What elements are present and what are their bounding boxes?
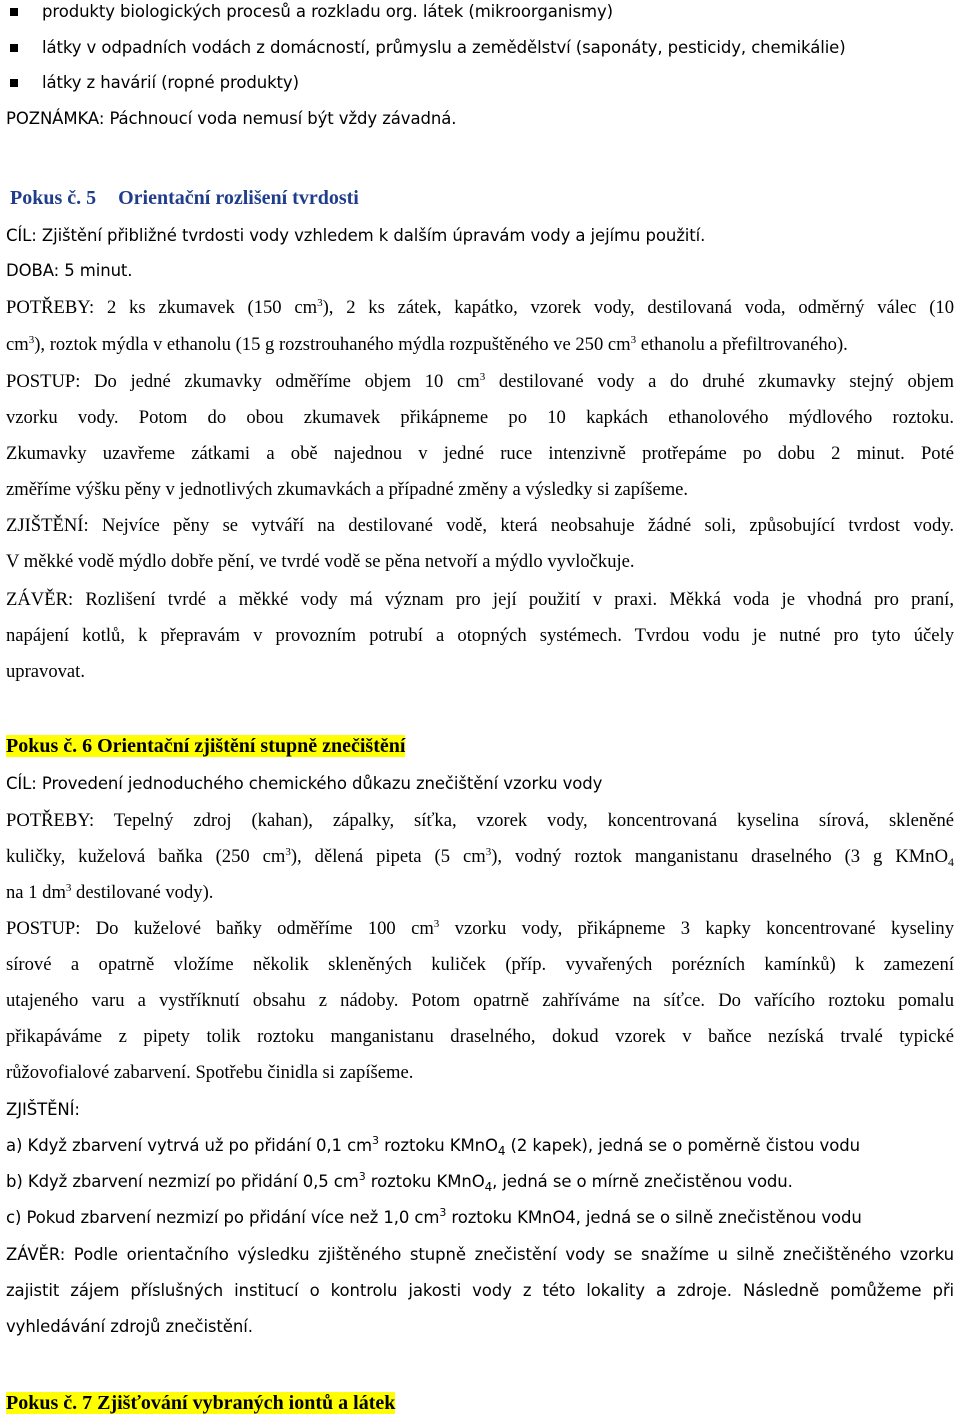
- pokus-6-heading-text: Pokus č. 6 Orientační zjištění stupně znečištění: [6, 735, 406, 757]
- pokus-5-cil: CÍL: Zjištění přibližné tvrdosti vody vzhledem k dalším úpravám vody a jejímu použití.: [6, 226, 706, 245]
- pokus-6-potreby-line-2: [6, 845, 954, 869]
- pokus-6-result-a: [6, 1134, 954, 1158]
- superscript: 3: [372, 1134, 379, 1147]
- pokus-5-postup-line-3: Zkumavky uzavřeme zátkami a obě najednou v jedné ruce intenzivně protřepáme po dobu 2 minut. Poté: [6, 443, 954, 464]
- text-run: POSTUP: Do jedné zkumavky odměříme objem 10 cm: [6, 371, 480, 392]
- text-run: a) Když zbarvení vytrvá už po přidání 0,1 cm: [6, 1136, 373, 1155]
- text-run: ), roztok mýdla v ethanolu (15 g rozstrouhaného mýdla rozpuštěného ve 250 cm: [34, 334, 631, 355]
- pokus-5-doba: DOBA: 5 minut.: [6, 261, 133, 280]
- pokus-7-heading-text: Pokus č. 7 Zjišťování vybraných iontů a látek: [6, 1392, 396, 1414]
- pokus-6-postup-line-5: růžovofialové zabarvení. Spotřebu činidla si zapíšeme.: [6, 1062, 414, 1083]
- pokus-6-heading: [6, 734, 954, 758]
- pokus-5-zaver-line-2: napájení kotlů, k přepravám v provozním potrubí a otopných systémech. Tvrdou vodu je nutné pro tyto účely: [6, 625, 954, 646]
- pokus-6-postup-line-1: [6, 917, 954, 941]
- text-run: POTŘEBY: 2 ks zkumavek (150 cm: [6, 297, 318, 318]
- pokus-6-zaver-line-3: vyhledávání zdrojů znečistění.: [6, 1317, 253, 1336]
- pokus-5-title: Orientační rozlišení tvrdosti: [118, 187, 359, 209]
- bullet-item-3: látky z havárií (ropné produkty): [42, 73, 299, 92]
- superscript: 3: [285, 846, 291, 858]
- note: POZNÁMKA: Páchnoucí voda nemusí být vždy závadná.: [6, 109, 457, 128]
- superscript: 3: [317, 297, 323, 309]
- text-run: c) Pokud zbarvení nezmizí po přidání více než 1,0 cm: [6, 1208, 440, 1227]
- superscript: 3: [358, 1170, 366, 1183]
- superscript: 3: [479, 371, 486, 383]
- subscript: 4: [484, 1180, 493, 1194]
- bullet-item-2: látky v odpadních vodách z domácností, průmyslu a zemědělství (saponáty, pesticidy, chemikálie): [42, 38, 846, 57]
- pokus-5-zaver-line-3: upravovat.: [6, 661, 85, 682]
- pokus-6-postup-line-4: přikapáváme z pipety tolik roztoku manganistanu draselného, dokud vzorek v baňce nezíská trvalé typické: [6, 1026, 954, 1047]
- text-run: kuličky, kuželová baňka (250 cm: [6, 846, 286, 867]
- pokus-5-heading: [6, 186, 954, 210]
- text-run: ), vodný roztok manganistanu draselného (3 g KMnO: [491, 846, 948, 867]
- bullet-marker: [10, 79, 18, 87]
- text-run: b) Když zbarvení nezmizí po přidání 0,5 cm: [6, 1172, 359, 1191]
- pokus-7-heading: [6, 1391, 954, 1415]
- text-run: destilované vody a do druhé zkumavky stejný objem: [485, 371, 954, 392]
- superscript: 3: [439, 1206, 447, 1219]
- text-run: vzorku vody, přikápneme 3 kapky koncentrované kyseliny: [439, 918, 954, 939]
- text-run: destilované vody).: [71, 882, 214, 903]
- pokus-5-zjisteni-line-2: V měkké vodě mýdlo dobře pění, ve tvrdé vodě se pěna netvoří a mýdlo vyvločkuje.: [6, 551, 635, 572]
- pokus-5-postup-line-2: vzorku vody. Potom do obou zkumavek přikápneme po 10 kapkách ethanolového mýdlového roztoku.: [6, 407, 954, 428]
- text-run: (2 kapek), jedná se o poměrně čistou vodu: [505, 1136, 860, 1155]
- text-run: ethanolu a přefiltrovaného).: [636, 334, 848, 355]
- pokus-5-zjisteni-line-1: ZJIŠTĚNÍ: Nejvíce pěny se vytváří na destilované vodě, která neobsahuje žádné soli, způsobující tvrdost vody.: [6, 515, 954, 536]
- text-run: cm: [6, 334, 29, 355]
- text-run: ), dělená pipeta (5 cm: [290, 846, 486, 867]
- pokus-5-number: Pokus č. 5: [10, 187, 97, 209]
- pokus-5-postup-line-1: [6, 370, 954, 394]
- pokus-5-postup-line-4: změříme výšku pěny v jednotlivých zkumavkách a případné změny a výsledky si zapíšeme.: [6, 479, 689, 500]
- pokus-6-result-b: [6, 1170, 954, 1194]
- text-run: na 1 dm: [6, 882, 66, 903]
- text-run: ), 2 ks zátek, kapátko, vzorek vody, destilovaná voda, odměrný válec (10: [322, 297, 954, 318]
- text-run: roztoku KMnO: [378, 1136, 498, 1155]
- pokus-6-zjisteni-label: ZJIŠTĚNÍ:: [6, 1100, 80, 1119]
- pokus-6-postup-line-2: sírové a opatrně vložíme několik skleněných kuliček (příp. vyvařených porézních kamínků) k zamezení: [6, 954, 954, 975]
- pokus-6-zaver-line-1: ZÁVĚR: Podle orientačního výsledku zjištěného stupně znečistění vody se snažíme u silně znečištěného vzorku: [6, 1245, 954, 1264]
- pokus-6-cil: CÍL: Provedení jednoduchého chemického důkazu znečištění vzorku vody: [6, 774, 603, 793]
- subscript: 4: [948, 855, 954, 869]
- superscript: 3: [433, 918, 440, 930]
- subscript: 4: [497, 1144, 506, 1158]
- pokus-6-potreby-line-3: [6, 881, 954, 905]
- pokus-5-potreby-line-1: [6, 296, 954, 320]
- superscript: 3: [630, 334, 637, 346]
- bullet-marker: [10, 44, 18, 52]
- pokus-6-zaver-line-2: zajistit zájem příslušných institucí o kontrolu jakosti vody z této lokality a zdroje. Následně pomůžeme při: [6, 1281, 954, 1300]
- bullet-marker: [10, 8, 18, 16]
- text-run: POSTUP: Do kuželové baňky odměříme 100 cm: [6, 918, 434, 939]
- pokus-6-potreby-line-1: POTŘEBY: Tepelný zdroj (kahan), zápalky, síťka, vzorek vody, koncentrovaná kyselina sírová, skleněné: [6, 810, 954, 831]
- text-run: roztoku KMnO: [365, 1172, 485, 1191]
- pokus-6-postup-line-3: utajeného varu a vystříknutí obsahu z nádoby. Potom opatrně zahříváme na síťce. Do vařícího roztoku pomalu: [6, 990, 954, 1011]
- pokus-5-potreby-line-2: [6, 333, 954, 357]
- text-run: roztoku KMnO4, jedná se o silně znečistěnou vodu: [446, 1208, 862, 1227]
- superscript: 3: [485, 846, 492, 858]
- bullet-item-1: produkty biologických procesů a rozkladu org. látek (mikroorganismy): [42, 2, 614, 21]
- pokus-5-zaver-line-1: ZÁVĚR: Rozlišení tvrdé a měkké vody má význam pro její použití v praxi. Měkká voda je vhodná pro praní,: [6, 589, 954, 610]
- superscript: 3: [65, 882, 72, 894]
- text-run: , jedná se o mírně znečistěnou vodu.: [492, 1172, 793, 1191]
- superscript: 3: [28, 334, 35, 346]
- pokus-6-result-c: [6, 1206, 954, 1230]
